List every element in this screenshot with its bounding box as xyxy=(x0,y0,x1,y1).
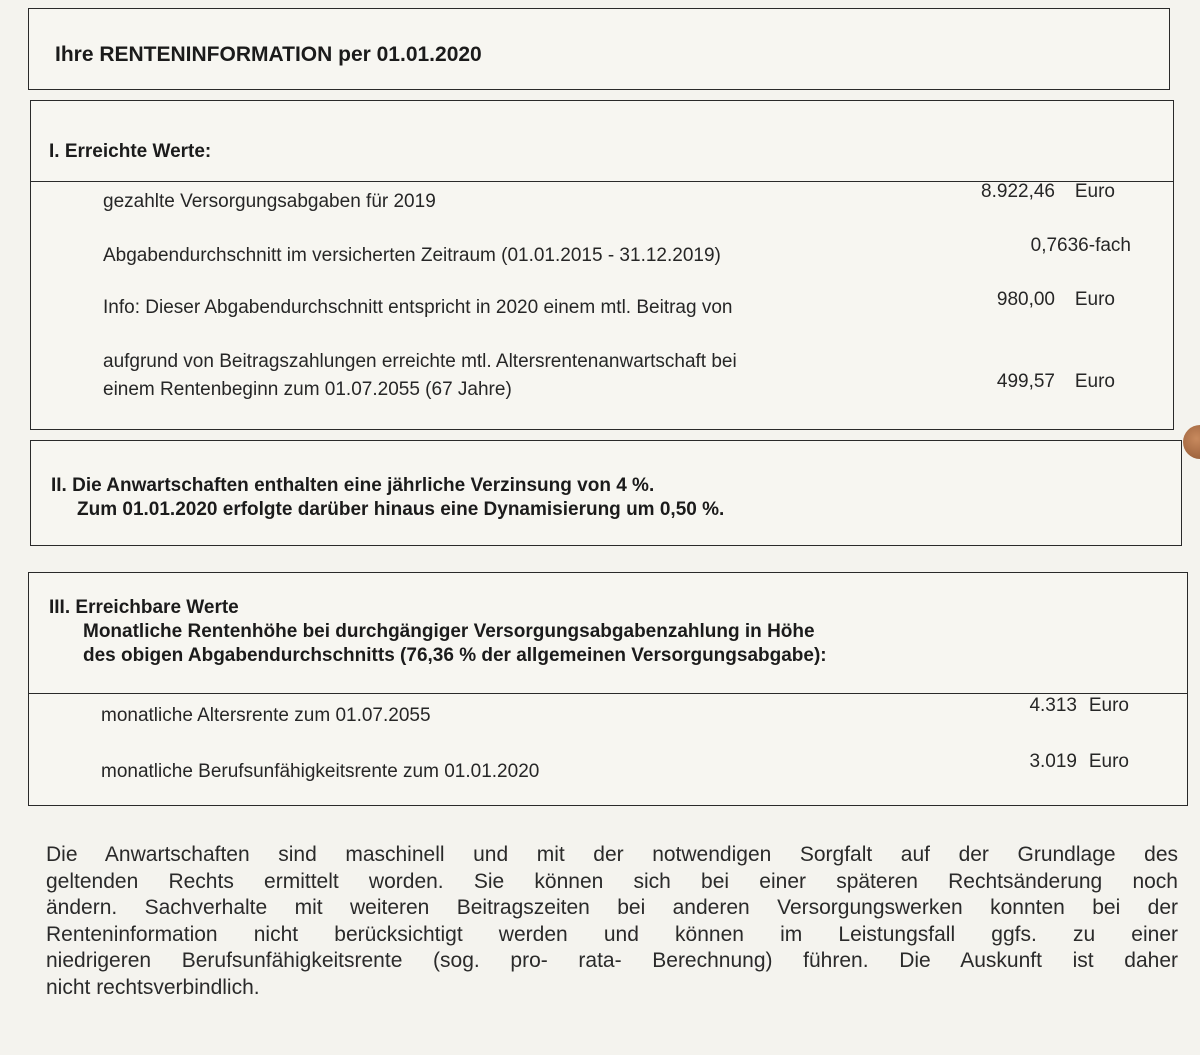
row-disability-pension-value: 3.019 xyxy=(1029,751,1077,772)
row-old-age-pension-unit: Euro xyxy=(1088,695,1129,716)
row-pension-entitlement-label-line1: aufgrund von Beitragszahlungen erreichte mtl. Altersrentenanwartschaft bei xyxy=(103,351,737,372)
section3-sub1: Monatliche Rentenhöhe bei durchgängiger Versorgungsabgabenzahlung in Höhe xyxy=(83,621,815,642)
row-pension-entitlement-label-line2: einem Rentenbeginn zum 01.07.2055 (67 Jahre) xyxy=(103,379,512,400)
disclaimer-line: geltenden Rechts ermittelt worden. Sie können sich bei einer späteren Rechtsänderung noch xyxy=(46,869,1178,893)
row-old-age-pension-value: 4.313 xyxy=(1029,695,1077,716)
disclaimer-paragraph xyxy=(46,842,1178,1001)
row-info-label: Info: Dieser Abgabendurchschnitt entspricht in 2020 einem mtl. Beitrag von xyxy=(103,297,733,318)
binder-hole-mark xyxy=(1183,425,1200,459)
row-disability-pension-unit: Euro xyxy=(1088,751,1129,772)
row-average-value: 0,7636-fach xyxy=(1030,235,1131,256)
section-achievable-values xyxy=(28,572,1188,806)
row-old-age-pension-label: monatliche Altersrente zum 01.07.2055 xyxy=(101,705,431,726)
disclaimer-line: Renteninformation nicht berücksichtigt werden und können im Leistungsfall ggfs. zu einer xyxy=(46,922,1178,946)
section-reached-values xyxy=(30,100,1174,430)
disclaimer-line: ändern. Sachverhalte mit weiteren Beitragszeiten bei anderen Versorgungswerken konnten bei der xyxy=(46,896,1178,919)
row-average-label: Abgabendurchschnitt im versicherten Zeitraum (01.01.2015 - 31.12.2019) xyxy=(103,245,721,266)
section-interest xyxy=(30,440,1182,546)
page-title: Ihre RENTENINFORMATION per 01.01.2020 xyxy=(55,43,482,66)
row-pension-entitlement-value: 499,57 xyxy=(996,371,1055,392)
disclaimer-line: nicht rechtsverbindlich. xyxy=(46,975,260,999)
row-disability-pension-label: monatliche Berufsunfähigkeitsrente zum 01.01.2020 xyxy=(101,761,540,782)
disclaimer-line: Die Anwartschaften sind maschinell und mit der notwendigen Sorgfalt auf der Grundlage des xyxy=(46,843,1178,866)
section3-heading: III. Erreichbare Werte xyxy=(49,597,239,618)
header-box xyxy=(28,8,1170,90)
section2-line2: Zum 01.01.2020 erfolgte darüber hinaus eine Dynamisierung um 0,50 %. xyxy=(77,499,725,520)
section3-sub2: des obigen Abgabendurchschnitts (76,36 % der allgemeinen Versorgungsabgabe): xyxy=(83,645,827,666)
row-paid-contributions-label: gezahlte Versorgungsabgaben für 2019 xyxy=(103,191,436,212)
row-paid-contributions-value: 8.922,46 xyxy=(981,181,1055,202)
row-pension-entitlement-unit: Euro xyxy=(1074,371,1115,392)
section1-heading: I. Erreichte Werte: xyxy=(49,141,212,162)
section2-line1: II. Die Anwartschaften enthalten eine jährliche Verzinsung von 4 %. xyxy=(51,475,655,496)
row-paid-contributions-unit: Euro xyxy=(1074,181,1115,202)
row-info-unit: Euro xyxy=(1074,289,1115,310)
disclaimer-line: niedrigeren Berufsunfähigkeitsrente (sog. pro- rata- Berechnung) führen. Die Auskunft ist daher xyxy=(46,949,1178,972)
section3-divider xyxy=(29,693,1187,694)
row-info-value: 980,00 xyxy=(996,289,1055,310)
